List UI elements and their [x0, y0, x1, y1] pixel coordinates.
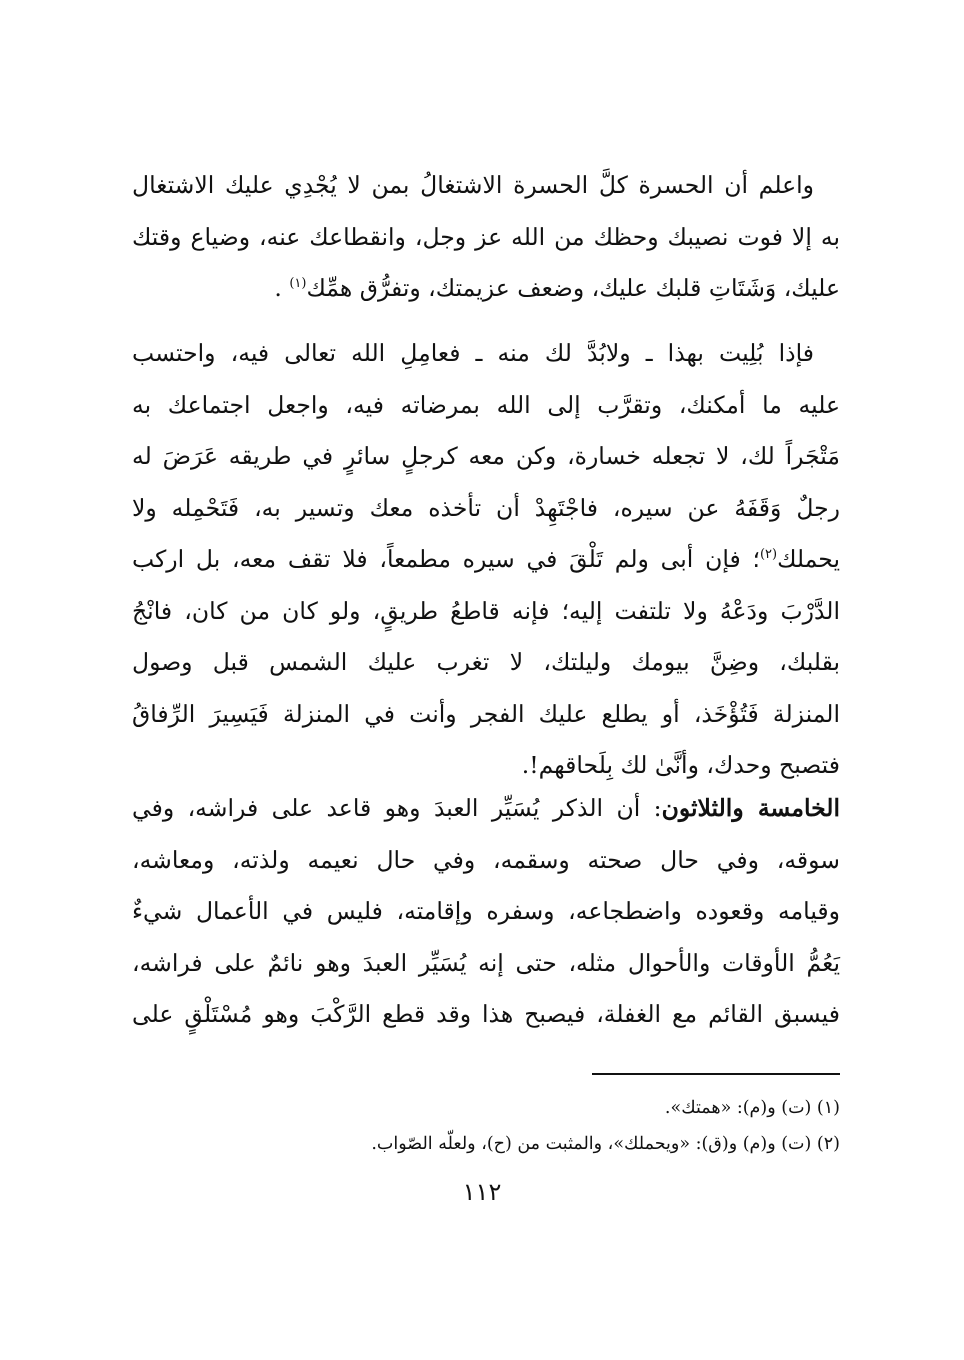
text-segment: عليك، وَشَتَاتِ قلبك عليك، وضعف عزيمتك، وتفرُّق همِّك	[306, 274, 840, 302]
text-line: المنزلة فَتُؤْخَذ، أو يطلع عليك الفجر وأنت في المنزلة فَيَسِيرَ الرِّفاقُ	[132, 699, 840, 728]
footnote-separator	[592, 1073, 840, 1075]
text-line: الدَّرْبَ ودَعْهُ ولا تلتفت إليه؛ فإنه قاطعُ طريقٍ، ولو كان من كان، فانْجُ	[132, 596, 840, 625]
text-line	[132, 263, 840, 315]
text-line: به إلا فوت نصيبك وحظك من الله عز وجل، وانقطاعك عنه، وضياع وقتك	[132, 222, 840, 251]
text-line: عليه ما أمكنك، وتقرَّب إلى الله بمرضاته فيه، واجعل اجتماعك به	[132, 390, 840, 419]
text-segment: : أن الذكر يُسَيِّر العبدَ وهو قاعد على فراشه، وفي	[132, 794, 662, 822]
text-line	[132, 783, 840, 835]
footnote: (١) (ت) و(م): «همتك».	[664, 1098, 840, 1118]
text-line: واعلم أن الحسرة كلَّ الحسرة الاشتغالُ بمن لا يُجْدِي عليك الاشتغال	[132, 171, 814, 199]
text-line: فتصبح وحدك، وأنَّىٰ لك بِلَحاقهم!.	[521, 751, 840, 779]
page-number: ١١٢	[462, 1178, 502, 1206]
text-line: فيسبق القائم مع الغفلة، فيصبح هذا وقد قطع الرَّكْبَ وهو مُسْتَلْقٍ على	[132, 1000, 840, 1028]
footnote-ref: (٢)	[759, 547, 778, 563]
text-line: فإذا بُلِيت بهذا ـ ولابُدَّ لك منه ـ فعامِلِ الله تعالى فيه، واحتسب	[132, 339, 814, 367]
text-line	[132, 534, 840, 586]
paragraph-3	[132, 783, 840, 1041]
paragraph-1	[132, 160, 840, 315]
section-heading: الخامسة والثلاثون	[661, 794, 840, 822]
text-segment: ؛ فإن أبى ولم تَلْقَ في سيره مطمعاً، فلا تقف معه، بل اركب	[132, 545, 760, 573]
footnotes	[132, 1090, 840, 1162]
text-line: يَعُمُّ الأوقات والأحوال مثله، حتى إنه يُسَيِّر العبدَ وهو نائمٌ على فراشه،	[132, 948, 840, 977]
text-line: رجلٌ وَقَفَهُ عن سيره، فاجْتَهِدْ أن تأخذه معك وتسير به، فَتَحْمِله ولا	[132, 493, 840, 522]
footnote-ref: (١)	[289, 276, 307, 292]
paragraph-2	[132, 328, 840, 792]
text-line: سوقه، وفي حال صحته وسقمه، وفي حال نعيمه ولذته، ومعاشه،	[132, 845, 840, 874]
text-line: بقلبك، وضِنَّ بيومك وليلتك، لا تغرب عليك الشمس قبل وصول	[132, 648, 840, 676]
text-segment: يحملك	[777, 545, 840, 573]
text-segment: .	[274, 274, 290, 302]
text-line: وقيامه وقعوده واضطجاعه، وسفره وإقامته، فليس في الأعمال شيءٌ	[132, 897, 840, 925]
text-line: مَتْجَراً لك، لا تجعله خسارة، وكن معه كرجلٍ سائرٍ في طريقه عَرَضَ له	[132, 442, 840, 470]
footnote: (٢) (ت) و(م) و(ق): «ويحملك»، والمثبت من (ح)، ولعلّه الصّواب.	[371, 1134, 840, 1154]
